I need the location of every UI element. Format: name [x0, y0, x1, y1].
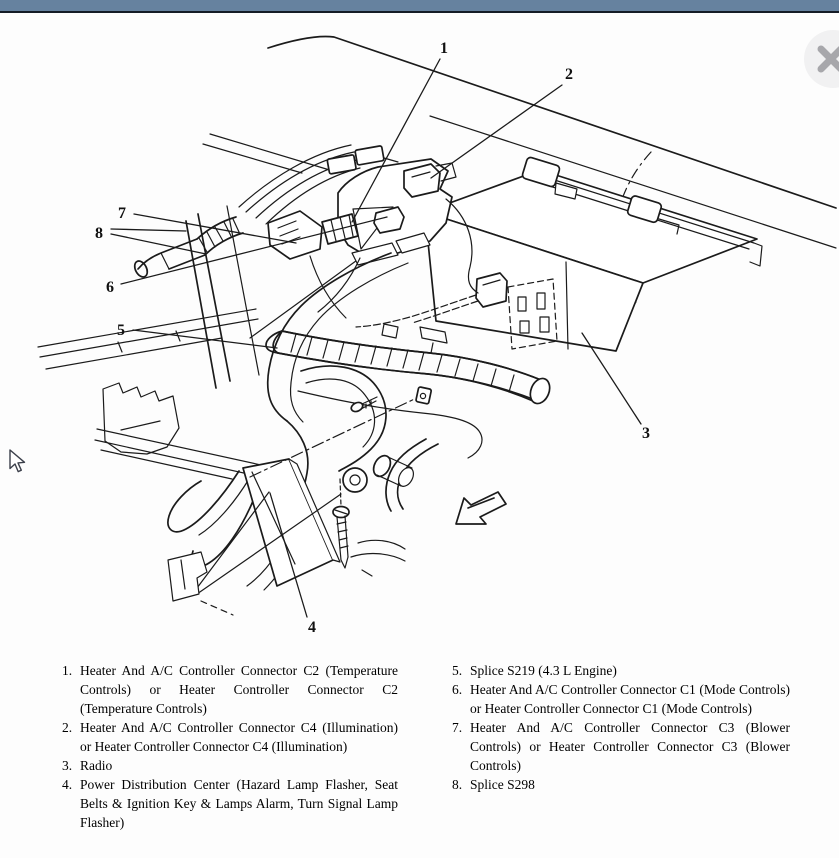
- legend-item-7: [452, 718, 790, 775]
- callout-number-8: 8: [95, 225, 103, 242]
- callout-number-4: 4: [308, 619, 316, 636]
- legend-item-number: 8.: [452, 777, 463, 792]
- legend-item-number: 5.: [452, 663, 463, 678]
- legend-item-4: [62, 775, 398, 832]
- direction-arrow: [456, 492, 506, 524]
- callout-number-2: 2: [565, 66, 573, 83]
- legend-item-text: Splice S219 (4.3 L Engine): [470, 663, 617, 678]
- radio-harness-connector: [476, 273, 507, 307]
- mouse-cursor: [8, 449, 28, 480]
- legend-item-number: 6.: [452, 682, 463, 697]
- legend-item-text: Heater And A/C Controller Connector C3 (Blower Controls) or Heater Controller Connector C3 (Blower Controls): [470, 720, 790, 773]
- legend-item-text: Radio: [80, 758, 113, 773]
- connector-c4: [404, 164, 440, 197]
- close-button[interactable]: [804, 30, 839, 88]
- legend-item-number: 7.: [452, 720, 463, 735]
- legend-item-number: 3.: [62, 758, 73, 773]
- close-icon: [804, 30, 839, 88]
- radio-box: [425, 157, 762, 351]
- legend-item-2: [62, 718, 398, 756]
- callout-number-3: 3: [642, 425, 650, 442]
- callout-number-1: 1: [440, 40, 448, 57]
- legend-item-text: Heater And A/C Controller Connector C4 (Illumination) or Heater Controller Connector C4 (Illumination): [80, 720, 398, 754]
- legend-item-text: Heater And A/C Controller Connector C1 (Mode Controls) or Heater Controller Connector C1 (Mode Controls): [470, 682, 790, 716]
- legend-item-number: 2.: [62, 720, 73, 735]
- legend-item-number: 4.: [62, 777, 73, 792]
- legend-item-text: Splice S298: [470, 777, 535, 792]
- legend-item-5: [452, 661, 790, 680]
- legend-item-6: [452, 680, 790, 718]
- legend-item-text: Power Distribution Center (Hazard Lamp Flasher, Seat Belts & Ignition Key & Lamps Alarm, Turn Signal Lamp Flasher): [80, 777, 398, 830]
- callout-number-5: 5: [117, 322, 125, 339]
- legend-item-text: Heater And A/C Controller Connector C2 (Temperature Controls) or Heater Controller Connector C2 (Temperature Controls): [80, 663, 398, 716]
- legend-column-left: [62, 661, 398, 832]
- power-distribution-center: [168, 459, 341, 615]
- legend-item-1: [62, 661, 398, 718]
- legend-item-8: [452, 775, 790, 794]
- legend-column-right: [452, 661, 790, 794]
- legend-item-3: [62, 756, 398, 775]
- legend-item-number: 1.: [62, 663, 73, 678]
- callout-number-6: 6: [106, 279, 114, 296]
- callout-number-7: 7: [118, 205, 126, 222]
